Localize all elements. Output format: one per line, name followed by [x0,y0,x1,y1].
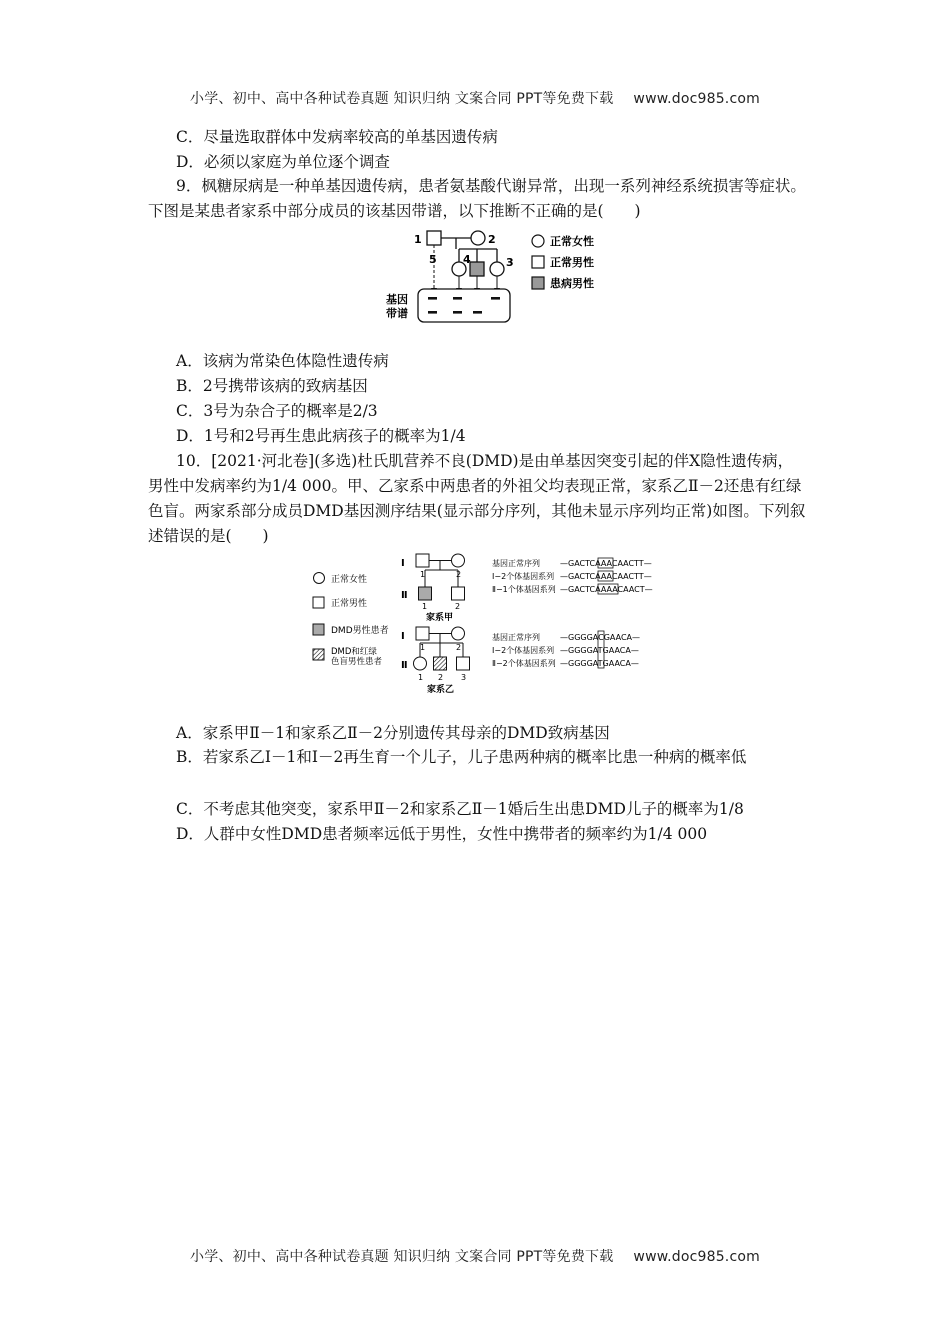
id-2: 2 [488,233,496,246]
svg-text:—GGGGACGAACA—: —GGGGACGAACA— [560,633,641,642]
q9-stem: 9．枫糖尿病是一种单基因遗传病，患者氨基酸代谢异常，出现一系列神经系统损害等症状。下图是某患者家系中部分成员的该基因带谱，以下推断不正确的是( ) [148,177,806,220]
svg-text:—GGGGATGAACA—: —GGGGATGAACA— [560,659,639,668]
svg-text:正常男性: 正常男性 [331,599,368,609]
id-1: 1 [414,233,422,246]
svg-text:1: 1 [420,643,426,652]
svg-text:Ⅰ−2个体基因系列: Ⅰ−2个体基因系列 [492,572,555,581]
legend-female-icon [532,235,544,247]
option-c-prev: C．尽量选取群体中发病率较高的单基因遗传病 [176,128,498,146]
svg-text:Ⅱ: Ⅱ [401,590,408,601]
page-footer [0,1246,950,1266]
svg-text:色盲男性患者: 色盲男性患者 [331,657,383,667]
svg-text:DMD男性患者: DMD男性患者 [331,626,389,636]
svg-text:DMD和红绿: DMD和红绿 [331,647,377,657]
id-5: 5 [429,253,437,266]
svg-text:1: 1 [422,602,428,611]
svg-text:3: 3 [461,673,467,682]
footer-text: 小学、初中、高中各种试卷真题 知识归纳 文案合同 PPT等免费下载 [190,1249,614,1265]
q9-option-b: B．2号携带该病的致病基因 [176,377,368,395]
mother-circle-2 [471,231,485,245]
band-label-2: 带谱 [386,307,408,320]
svg-text:—GACTCAAACAACTT—: —GACTCAAACAACTT— [560,559,652,568]
svg-text:—GGGGATGAACA—: —GGGGATGAACA— [560,646,639,655]
legend-affected-icon [532,277,544,289]
svg-text:家系甲: 家系甲 [426,613,454,623]
q10-option-b: B．若家系乙Ⅰ－1和Ⅰ－2再生育一个儿子，儿子患两种病的概率比患一种病的概率低 [176,748,747,766]
child-circle-3 [490,262,504,276]
svg-text:正常女性: 正常女性 [550,235,594,248]
q9-option-c: C．3号为杂合子的概率是2/3 [176,402,378,420]
father-square-1 [427,231,441,245]
q10-figure [308,550,688,704]
svg-text:Ⅰ: Ⅰ [401,631,405,642]
q9-option-d: D．1号和2号再生患此病孩子的概率为1/4 [176,427,466,445]
svg-text:基因正常序列: 基因正常序列 [492,559,540,568]
affected-son-4 [470,262,484,276]
svg-text:2: 2 [456,643,462,652]
svg-text:基因正常序列: 基因正常序列 [492,633,540,642]
svg-text:Ⅰ: Ⅰ [401,558,405,569]
svg-text:2: 2 [438,673,444,682]
svg-text:Ⅱ−1个体基因系列: Ⅱ−1个体基因系列 [492,585,556,594]
svg-text:正常男性: 正常男性 [550,256,594,269]
page-header [0,88,950,108]
option-d-prev: D．必须以家庭为单位逐个调查 [176,153,390,171]
header-site: www.doc985.com [633,91,760,107]
q10-option-a: A．家系甲Ⅱ－1和家系乙Ⅱ－2分别遗传其母亲的DMD致病基因 [176,724,610,742]
svg-text:家系乙: 家系乙 [427,685,455,695]
svg-text:—GACTCAAACAACTT—: —GACTCAAACAACTT— [560,572,652,581]
q10-option-d: D．人群中女性DMD患者频率远低于男性，女性中携带者的频率约为1/4 000 [176,825,708,843]
svg-text:2: 2 [456,570,462,579]
q9-option-a: A．该病为常染色体隐性遗传病 [176,352,389,370]
svg-text:1: 1 [420,570,426,579]
gel-box [418,289,510,322]
q10-option-c: C．不考虑其他突变，家系甲Ⅱ－2和家系乙Ⅱ－1婚后生出患DMD儿子的概率为1/8 [176,800,744,818]
header-text: 小学、初中、高中各种试卷真题 知识归纳 文案合同 PPT等免费下载 [190,91,614,107]
q9-figure [380,226,620,330]
id-3: 3 [506,256,514,269]
q10-stem: 10．[2021·河北卷](多选)杜氏肌营养不良(DMD)是由单基因突变引起的伴X隐性遗传病，男性中发病率约为1/4 000。甲、乙家系中两患者的外祖父均表现正常，家系乙Ⅱ－2还患有红绿色盲。两家系部分成员DMD基因测序结果(显示部分序列，其他未显示序列均正常)如图。下列叙述错误的是( ) [148,452,806,545]
svg-text:患病男性: 患病男性 [550,277,594,290]
legend-male-icon [532,256,544,268]
svg-text:1: 1 [418,673,424,682]
svg-text:—GACTCAAAACAACT—: —GACTCAAAACAACT— [560,585,653,594]
svg-text:正常女性: 正常女性 [331,575,368,585]
q9-pedigree-diagram [380,226,620,326]
svg-text:Ⅰ−2个体基因系列: Ⅰ−2个体基因系列 [492,646,555,655]
svg-text:Ⅱ: Ⅱ [401,660,408,671]
svg-text:2: 2 [455,602,461,611]
footer-site: www.doc985.com [633,1249,760,1265]
id-4: 4 [463,253,471,266]
q10-pedigree-diagram [308,550,688,700]
band-label-1: 基因 [386,293,408,306]
svg-text:Ⅱ−2个体基因系列: Ⅱ−2个体基因系列 [492,659,556,668]
